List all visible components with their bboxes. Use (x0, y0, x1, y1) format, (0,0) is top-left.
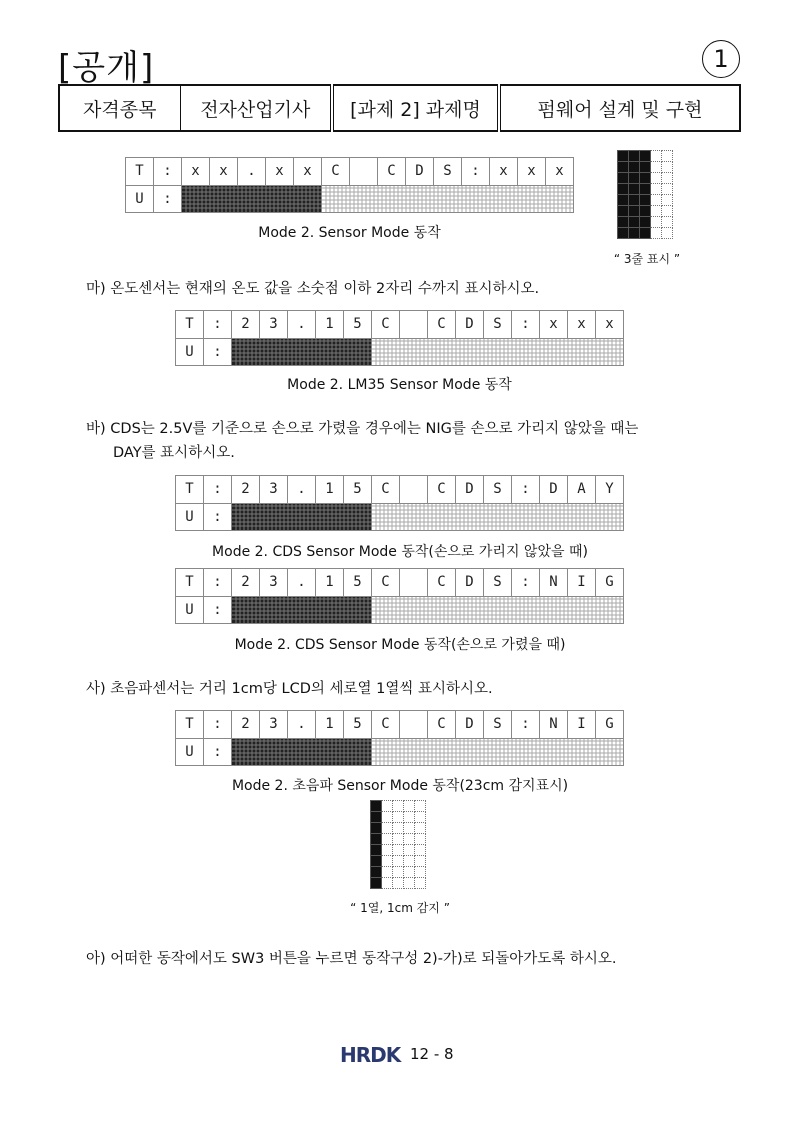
lcd-cell: 2 (232, 569, 260, 597)
lcd-cell: : (204, 476, 232, 504)
char-grid-dot (651, 151, 662, 162)
char-grid-dot (415, 867, 426, 878)
page-number: 12 - 8 (410, 1045, 454, 1063)
char-grid-dot (371, 812, 382, 823)
lcd-cell: : (154, 158, 182, 186)
char-grid-dot (662, 228, 673, 239)
lcd-cell: 2 (232, 711, 260, 739)
lcd-bar-filled (232, 503, 372, 531)
note-3-rows: “ 3줄 표시 ” (613, 252, 681, 266)
lcd-cell: 5 (344, 476, 372, 504)
char-grid-dot (640, 217, 651, 228)
char-grid-dot (404, 801, 415, 812)
lcd-cell: : (512, 711, 540, 739)
lcd-cell: C (372, 476, 400, 504)
lcd-cell: U (176, 738, 204, 766)
lcd-cell: . (288, 311, 316, 339)
char-grid-dot (640, 173, 651, 184)
char-grid-dot (618, 217, 629, 228)
char-grid-dot (404, 834, 415, 845)
item-ba-line1: 바) CDS는 2.5V를 기준으로 손으로 가렸을 경우에는 NIG를 손으로 가리지 않았을 때는 (86, 421, 639, 437)
char-grid-dot (404, 867, 415, 878)
lcd-display-ultrasonic (175, 710, 624, 766)
info-cell-task-value: 펌웨어 설계 및 구현 (499, 85, 740, 131)
lcd-cell: 1 (316, 311, 344, 339)
char-grid-dot (662, 217, 673, 228)
char-grid-dot (651, 206, 662, 217)
lcd-cell: : (204, 711, 232, 739)
lcd-cell: : (204, 738, 232, 766)
info-cell-task: [과제 2] 과제명 (332, 85, 499, 131)
lcd-cell: 2 (232, 311, 260, 339)
char-grid-dot (651, 162, 662, 173)
lcd-cell: : (204, 311, 232, 339)
char-grid-dot (651, 195, 662, 206)
lcd-cell: G (596, 569, 624, 597)
char-grid-dot (382, 823, 393, 834)
lcd-display-cds-day (175, 475, 624, 531)
item-sa: 사) 초음파센서는 거리 1cm당 LCD의 세로열 1열씩 표시하시오. (86, 681, 493, 697)
lcd-cell: U (176, 596, 204, 624)
lcd-cell: 5 (344, 311, 372, 339)
lcd-cell: T (176, 711, 204, 739)
lcd-cell: T (126, 158, 154, 186)
lcd-cell: : (204, 503, 232, 531)
lcd-cell: 3 (260, 311, 288, 339)
lcd-cell: x (540, 311, 568, 339)
char-grid-dot (662, 151, 673, 162)
char-grid-dot (662, 162, 673, 173)
char-grid-dot (371, 845, 382, 856)
lcd-cell: C (372, 569, 400, 597)
char-grid-dot (371, 834, 382, 845)
char-grid-dot (629, 217, 640, 228)
lcd-cell: 1 (316, 569, 344, 597)
info-table (58, 84, 741, 132)
lcd-cell: x (490, 158, 518, 186)
lcd-display-lm35-mode (175, 310, 624, 366)
info-cell-category: 자격종목 (59, 85, 180, 131)
lcd-bar-empty (322, 185, 574, 213)
lcd-cell: U (176, 338, 204, 366)
char-grid-dot (640, 184, 651, 195)
lcd-cell: S (484, 569, 512, 597)
caption-lcd3: Mode 2. CDS Sensor Mode 동작(손으로 가리지 않았을 때) (212, 544, 588, 560)
lcd-display-cds-nig (175, 568, 624, 624)
lcd-cell: x (596, 311, 624, 339)
lcd-cell: D (540, 476, 568, 504)
char-grid-dot (640, 151, 651, 162)
lcd-cell: C (322, 158, 350, 186)
char-grid-dot (415, 878, 426, 889)
lcd-cell: : (204, 596, 232, 624)
lcd-bar-filled (232, 338, 372, 366)
char-grid-dot (382, 801, 393, 812)
lcd-cell (400, 311, 428, 339)
char-grid-dot (404, 823, 415, 834)
lcd-cell: : (512, 311, 540, 339)
lcd-cell: S (434, 158, 462, 186)
lcd-cell: : (204, 338, 232, 366)
lcd-cell: C (428, 711, 456, 739)
lcd-display-sensor-mode (125, 157, 574, 213)
item-a: 아) 어떠한 동작에서도 SW3 버튼을 누르면 동작구성 2)-가)로 되돌아가도록 하시오. (86, 951, 617, 967)
lcd-cell: C (428, 311, 456, 339)
lcd-cell: : (462, 158, 490, 186)
lcd-cell (400, 569, 428, 597)
char-grid-dot (382, 812, 393, 823)
lcd-cell: 1 (316, 711, 344, 739)
char-grid-dot (662, 206, 673, 217)
char-grid-3-rows (617, 150, 673, 239)
lcd-cell (350, 158, 378, 186)
lcd-cell: C (428, 569, 456, 597)
char-grid-dot (618, 195, 629, 206)
caption-lcd4: Mode 2. CDS Sensor Mode 동작(손으로 가렸을 때) (234, 637, 566, 653)
char-grid-dot (404, 856, 415, 867)
char-grid-dot (618, 228, 629, 239)
lcd-cell: x (546, 158, 574, 186)
lcd-bar-empty (372, 503, 624, 531)
char-grid-dot (618, 162, 629, 173)
lcd-cell: S (484, 711, 512, 739)
char-grid-dot (382, 878, 393, 889)
char-grid-dot (640, 162, 651, 173)
char-grid-dot (651, 217, 662, 228)
char-grid-dot (393, 823, 404, 834)
lcd-cell: C (372, 311, 400, 339)
char-grid-dot (371, 801, 382, 812)
char-grid-dot (618, 206, 629, 217)
lcd-cell: . (288, 569, 316, 597)
lcd-cell: : (204, 569, 232, 597)
lcd-cell: G (596, 711, 624, 739)
lcd-bar-filled (182, 185, 322, 213)
lcd-bar-empty (372, 338, 624, 366)
lcd-cell: D (456, 476, 484, 504)
lcd-cell: S (484, 311, 512, 339)
lcd-cell: C (428, 476, 456, 504)
char-grid-dot (404, 878, 415, 889)
char-grid-dot (382, 856, 393, 867)
lcd-cell: x (294, 158, 322, 186)
char-grid-dot (382, 834, 393, 845)
char-grid-dot (404, 812, 415, 823)
caption-lcd5: Mode 2. 초음파 Sensor Mode 동작(23cm 감지표시) (231, 778, 569, 794)
char-grid-dot (662, 173, 673, 184)
char-grid-dot (415, 845, 426, 856)
lcd-cell: N (540, 711, 568, 739)
char-grid-dot (415, 834, 426, 845)
char-grid-dot (640, 195, 651, 206)
lcd-cell: 3 (260, 476, 288, 504)
lcd-cell: U (126, 185, 154, 213)
char-grid-dot (629, 228, 640, 239)
page-circle-number: 1 (702, 40, 740, 78)
char-grid-1-column (370, 800, 426, 889)
char-grid-dot (393, 812, 404, 823)
char-grid-dot (393, 801, 404, 812)
lcd-cell: D (456, 311, 484, 339)
note-1-column: “ 1열, 1cm 감지 ” (350, 901, 450, 915)
char-grid-dot (371, 867, 382, 878)
lcd-cell: D (406, 158, 434, 186)
char-grid-dot (629, 195, 640, 206)
lcd-cell: T (176, 569, 204, 597)
char-grid-dot (618, 184, 629, 195)
lcd-cell: N (540, 569, 568, 597)
lcd-cell: I (568, 711, 596, 739)
lcd-cell: x (266, 158, 294, 186)
char-grid-dot (662, 195, 673, 206)
lcd-cell (400, 711, 428, 739)
char-grid-dot (371, 823, 382, 834)
lcd-cell: x (518, 158, 546, 186)
lcd-cell: . (288, 476, 316, 504)
lcd-bar-filled (232, 738, 372, 766)
char-grid-dot (618, 173, 629, 184)
char-grid-dot (393, 867, 404, 878)
lcd-cell: C (378, 158, 406, 186)
char-grid-dot (651, 184, 662, 195)
lcd-cell: 3 (260, 711, 288, 739)
char-grid-dot (371, 878, 382, 889)
lcd-cell: A (568, 476, 596, 504)
caption-lcd2: Mode 2. LM35 Sensor Mode 동작 (287, 377, 512, 393)
char-grid-dot (382, 867, 393, 878)
char-grid-dot (618, 151, 629, 162)
item-ba-line2: DAY를 표시하시오. (113, 445, 235, 461)
hrdk-logo: HRDK (340, 1043, 401, 1067)
lcd-cell: C (372, 711, 400, 739)
char-grid-dot (404, 845, 415, 856)
char-grid-dot (629, 206, 640, 217)
char-grid-dot (393, 856, 404, 867)
char-grid-dot (415, 812, 426, 823)
lcd-bar-filled (232, 596, 372, 624)
char-grid-dot (393, 845, 404, 856)
lcd-cell: . (238, 158, 266, 186)
char-grid-dot (651, 173, 662, 184)
char-grid-dot (382, 845, 393, 856)
lcd-cell: x (568, 311, 596, 339)
lcd-cell: Y (596, 476, 624, 504)
char-grid-dot (415, 823, 426, 834)
lcd-cell: D (456, 711, 484, 739)
lcd-cell: U (176, 503, 204, 531)
lcd-cell: : (154, 185, 182, 213)
item-ma: 마) 온도센서는 현재의 온도 값을 소숫점 이하 2자리 수까지 표시하시오. (86, 281, 540, 297)
lcd-cell: : (512, 569, 540, 597)
char-grid-dot (371, 856, 382, 867)
lcd-cell: . (288, 711, 316, 739)
char-grid-dot (629, 184, 640, 195)
char-grid-dot (415, 856, 426, 867)
char-grid-dot (393, 834, 404, 845)
caption-lcd1: Mode 2. Sensor Mode 동작 (258, 225, 441, 241)
char-grid-dot (415, 801, 426, 812)
lcd-cell (400, 476, 428, 504)
document-tag: [공개] (58, 48, 155, 88)
char-grid-dot (393, 878, 404, 889)
char-grid-dot (629, 173, 640, 184)
lcd-cell: 3 (260, 569, 288, 597)
info-cell-category-value: 전자산업기사 (180, 85, 332, 131)
char-grid-dot (662, 184, 673, 195)
lcd-cell: T (176, 311, 204, 339)
lcd-bar-empty (372, 596, 624, 624)
lcd-cell: x (210, 158, 238, 186)
lcd-cell: 5 (344, 711, 372, 739)
lcd-cell: : (512, 476, 540, 504)
lcd-cell: T (176, 476, 204, 504)
char-grid-dot (629, 151, 640, 162)
char-grid-dot (640, 228, 651, 239)
lcd-bar-empty (372, 738, 624, 766)
lcd-cell: 5 (344, 569, 372, 597)
char-grid-dot (651, 228, 662, 239)
char-grid-dot (629, 162, 640, 173)
lcd-cell: S (484, 476, 512, 504)
lcd-cell: 1 (316, 476, 344, 504)
lcd-cell: D (456, 569, 484, 597)
lcd-cell: 2 (232, 476, 260, 504)
lcd-cell: x (182, 158, 210, 186)
char-grid-dot (640, 206, 651, 217)
lcd-cell: I (568, 569, 596, 597)
